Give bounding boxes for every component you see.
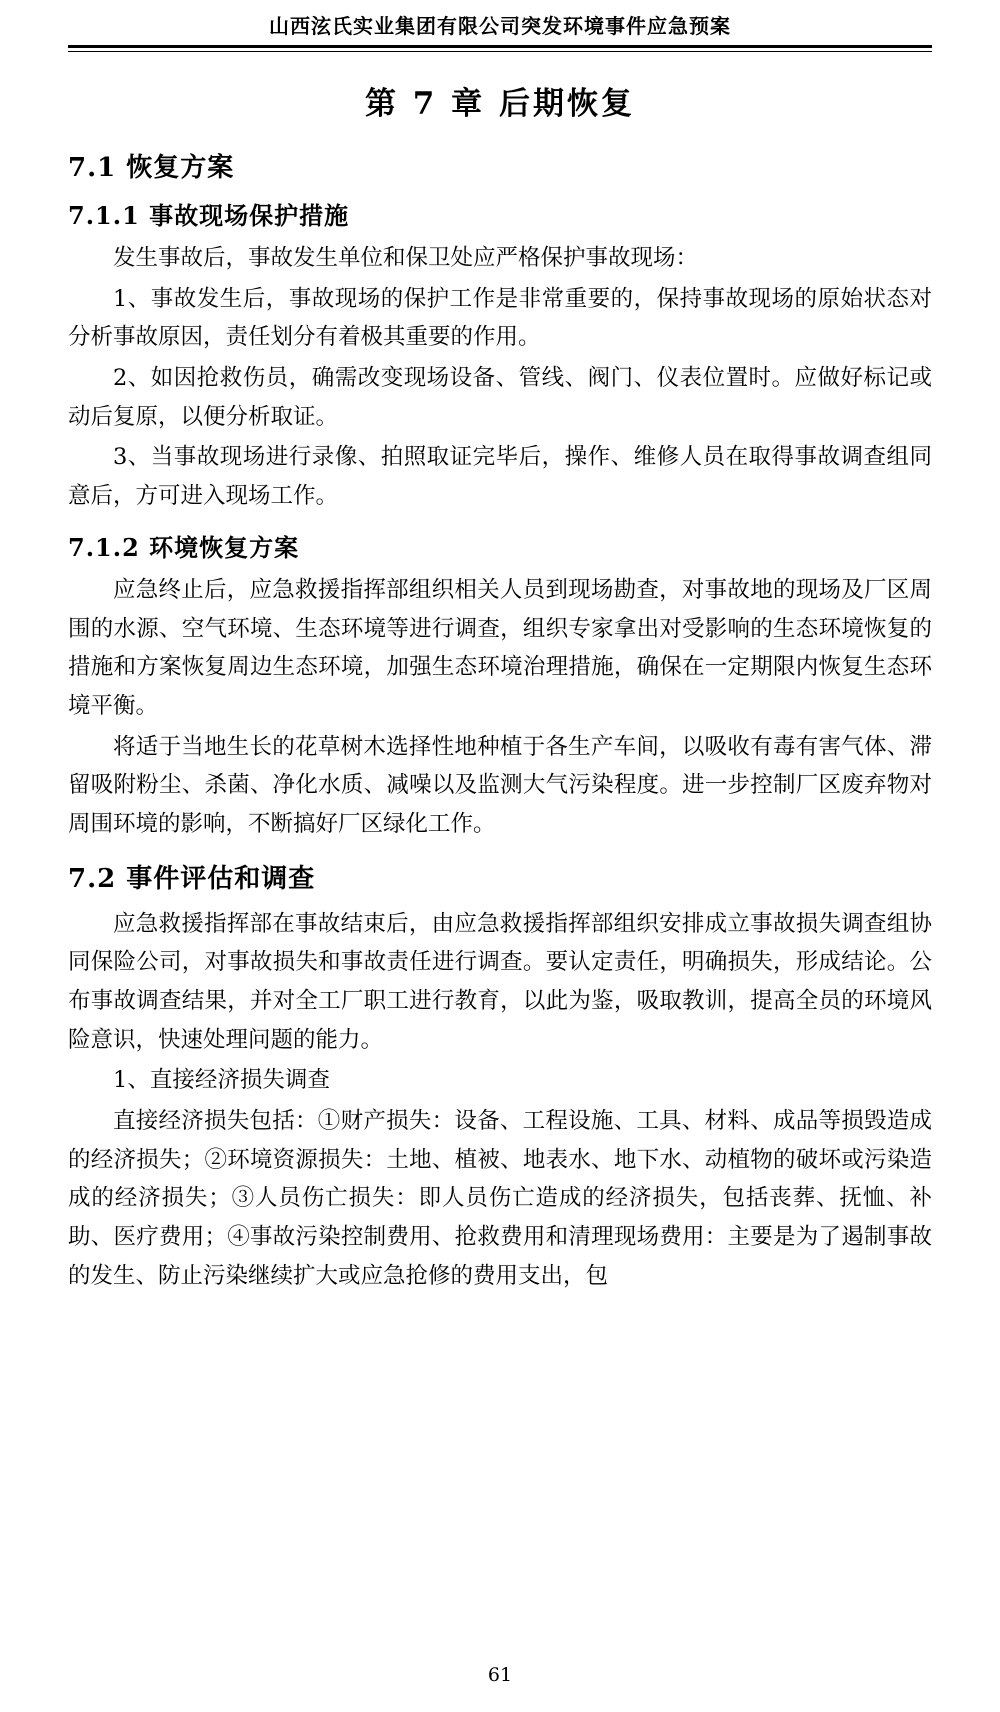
section-heading-7-1: 7.1 恢复方案 — [68, 153, 235, 183]
paragraph: 将适于当地生长的花草树木选择性地种植于各生产车间，以吸收有毒有害气体、滞留吸附粉尘、杀菌、净化水质、减噪以及监测大气污染程度。进一步控制厂区废弃物对周围环境的影响，不断搞好厂区绿化工作。 — [68, 733, 932, 837]
paragraph: 2、如因抢救伤员，确需改变现场设备、管线、阀门、仪表位置时。应做好标记或动后复原，以便分析取证。 — [68, 365, 932, 430]
paragraph: 1、事故发生后，事故现场的保护工作是非常重要的，保持事故现场的原始状态对分析事故原因，责任划分有着极其重要的作用。 — [68, 285, 932, 351]
header-divider — [68, 45, 932, 52]
chapter-title: 第 7 章 后期恢复 — [365, 86, 635, 122]
paragraph: 发生事故后，事故发生单位和保卫处应严格保护事故现场： — [113, 245, 699, 271]
section-heading-7-2: 7.2 事件评估和调查 — [68, 863, 316, 894]
paragraph: 直接经济损失包括：①财产损失：设备、工程设施、工具、材料、成品等损毁造成的经济损失；②环境资源损失：土地、植被、地表水、地下水、动植物的破坏或污染造成的经济损失；③人员伤亡损失：即人员伤亡造成的经济损失，包括丧葬、抚恤、补助、医疗费用；④事故污染控制费用、抢救费用和清理现场费用：主要是为了遏制事故的发生、防止污染继续扩大或应急抢修的费用支出，包 — [68, 1108, 932, 1289]
page-number: 61 — [487, 1664, 513, 1686]
paragraph: 3、当事故现场进行录像、拍照取证完毕后，操作、维修人员在取得事故调查组同意后，方可进入现场工作。 — [68, 444, 932, 510]
subsection-heading-7-1-2: 7.1.2 环境恢复方案 — [68, 532, 300, 562]
subsection-heading-7-1-1: 7.1.1 事故现场保护措施 — [68, 201, 350, 230]
paragraph: 应急救援指挥部在事故结束后，由应急救援指挥部组织安排成立事故损失调查组协同保险公司，对事故损失和事故责任进行调查。要认定责任，明确损失，形成结论。公布事故调查结果，并对全工厂职工进行教育，以此为鉴，吸取教训，提高全员的环境风险意识，快速处理问题的能力。 — [68, 910, 932, 1053]
paragraph: 应急终止后，应急救援指挥部组织相关人员到现场勘查，对事故地的现场及厂区周围的水源、空气环境、生态环境等进行调查，组织专家拿出对受影响的生态环境恢复的措施和方案恢复周边生态环境，加强生态环境治理措施，确保在一定期限内恢复生态环境平衡。 — [68, 576, 932, 719]
running-header: 山西泫氏实业集团有限公司突发环境事件应急预案 — [269, 14, 731, 38]
paragraph: 1、直接经济损失调查 — [113, 1067, 330, 1094]
